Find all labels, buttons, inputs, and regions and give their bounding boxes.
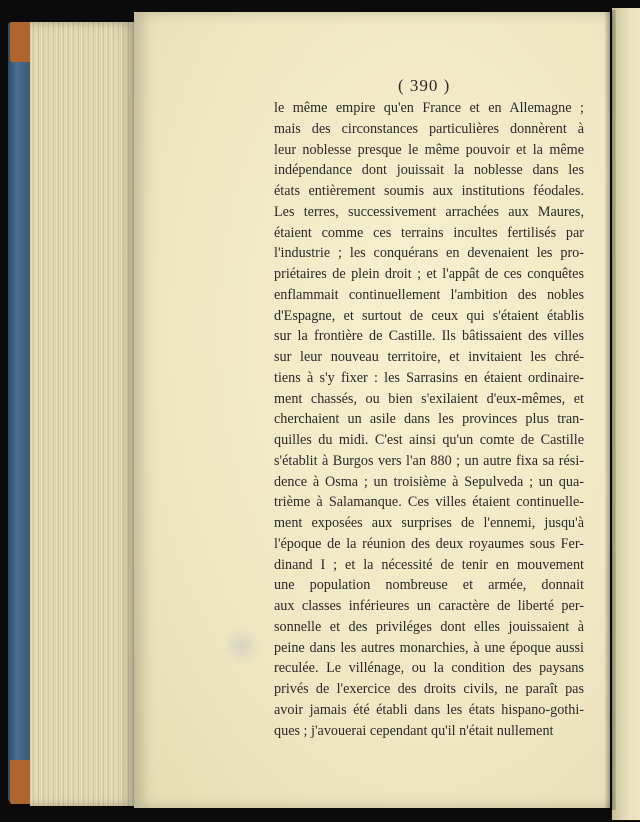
- text-line: états entièrement soumis aux institutions féodales.: [274, 183, 584, 199]
- text-line: priétaires de plein droit ; et l'appât de ces conquêtes: [274, 266, 584, 282]
- text-line: cherchaient un asile dans les provinces plus tran-: [274, 411, 584, 428]
- text-line: avoir jamais été établi dans les états hispano-gothi-: [274, 701, 584, 718]
- text-line: d'Espagne, et surtout de ceux qui s'étaient établis: [274, 307, 584, 324]
- text-line: le même empire qu'en France et en Allemagne ;: [274, 100, 584, 116]
- gutter-shadow: [604, 10, 616, 810]
- text-line: ques ; j'avouerai cependant qu'il n'était nullement: [274, 722, 554, 739]
- page-number: ( 390 ): [398, 76, 451, 95]
- text-line: sur leur nouveau territoire, et invitaient les chré-: [274, 349, 584, 365]
- text-line: s'établit à Burgos vers l'an 880 ; un autre fixa sa rési-: [274, 452, 584, 469]
- text-line: sur la frontière de Castille. Ils bâtissaient des villes: [274, 328, 584, 345]
- text-line: leur noblesse presque le même pouvoir et la même: [274, 141, 584, 158]
- text-line: quilles du midi. C'est ainsi qu'un comte de Castille: [274, 432, 584, 448]
- text-line: privés de l'exercice des droits civils, ne paraît pas: [274, 681, 584, 697]
- facing-page-edge: [612, 8, 640, 820]
- text-line: dence à Osma ; un troisième à Sepulveda ; un qua-: [274, 473, 584, 490]
- text-line: ment chassés, ou bien s'exilaient d'eux-mêmes, et: [274, 390, 584, 407]
- text-line: reculée. Le villénage, ou la condition des paysans: [274, 660, 584, 677]
- bleed-through-stain: [222, 628, 262, 664]
- book-cover-spine: [8, 22, 30, 802]
- text-line: indépendance dont jouissait la noblesse dans les: [274, 162, 584, 179]
- text-line: trième à Salamanque. Ces villes étaient continuelle-: [274, 494, 584, 511]
- text-line: dinand I ; et la nécessité de tenir en mouvement: [274, 556, 584, 573]
- text-line: sonnelle et des priviléges dont elles jouissaient à: [274, 618, 584, 635]
- body-text: [274, 98, 584, 741]
- page-block-edge: [30, 22, 134, 806]
- text-line: peine dans les autres monarchies, à une époque aussi: [274, 639, 584, 656]
- text-line: une population nombreuse et armée, donnait: [274, 577, 584, 594]
- text-line: aux classes inférieures un caractère de liberté per-: [274, 598, 584, 614]
- text-line: tiens à s'y fixer : les Sarrasins en étaient ordinaire-: [274, 369, 584, 386]
- text-line: enflammait continuellement l'ambition des nobles: [274, 286, 584, 303]
- text-line: mais des circonstances particulières donnèrent à: [274, 120, 584, 137]
- text-line: Les terres, successivement arrachées aux Maures,: [274, 203, 584, 220]
- text-line: l'époque de la réunion des deux royaumes sous Fer-: [274, 535, 584, 552]
- text-line: l'industrie ; les conquérans en devenaient les pro-: [274, 245, 584, 262]
- text-line: ment exposées aux surprises de l'ennemi, jusqu'à: [274, 515, 584, 531]
- text-line: étaient comme ces terrains incultes fertilisés par: [274, 224, 584, 241]
